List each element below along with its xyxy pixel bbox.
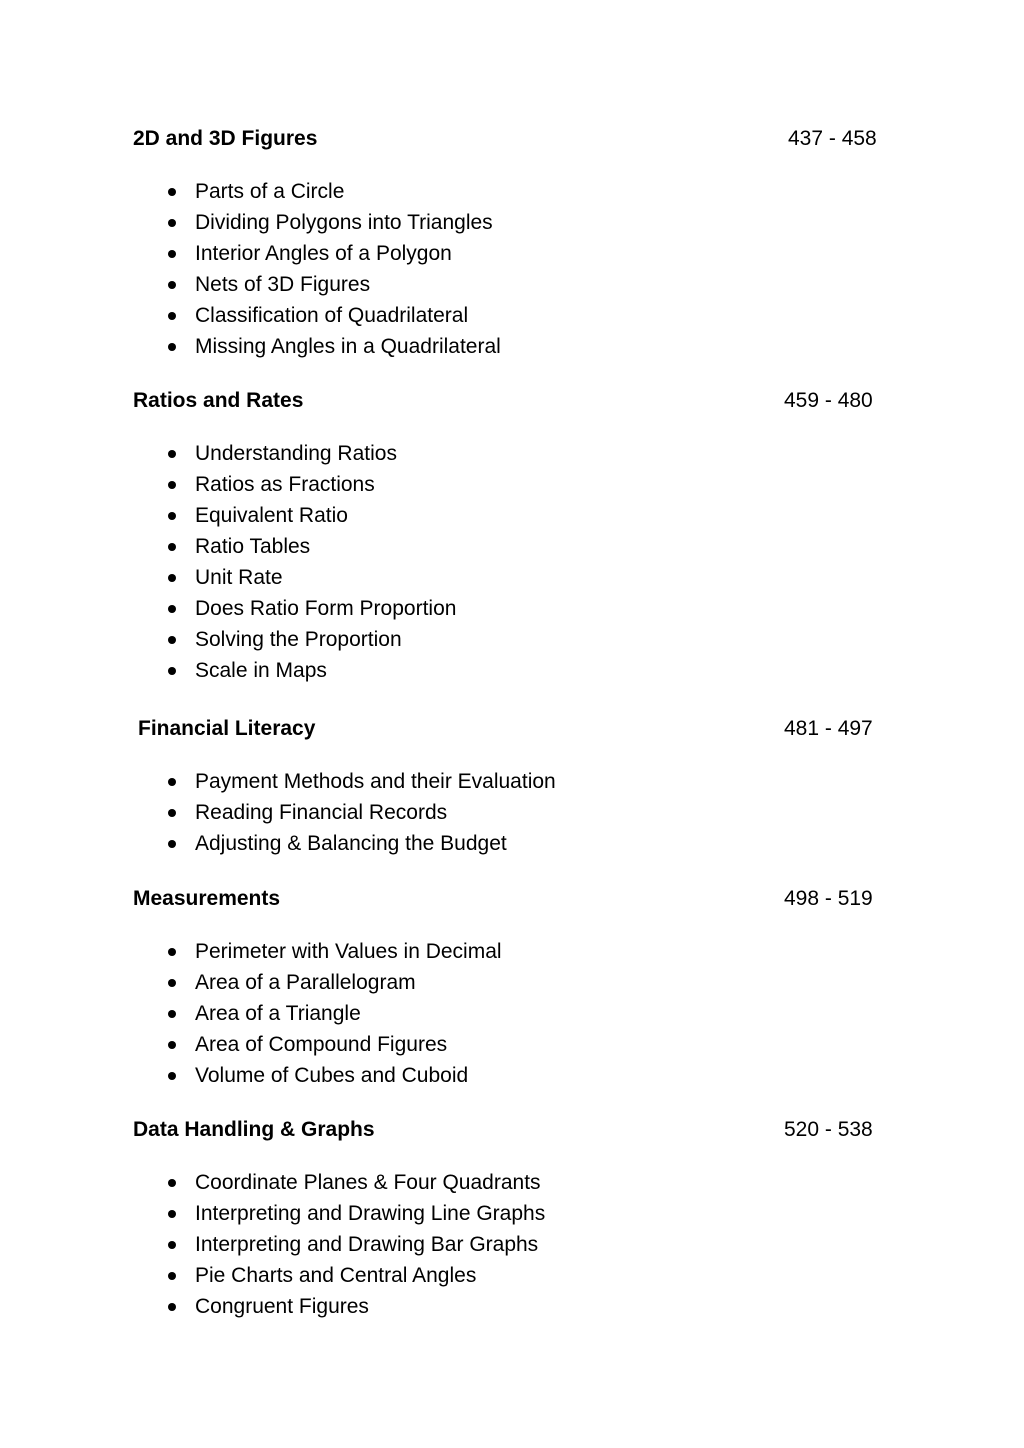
section-page-range: 437 - 458: [788, 127, 877, 150]
list-item: [133, 1229, 893, 1260]
bullet-icon: [168, 1072, 176, 1080]
list-item: [133, 469, 893, 500]
list-item: [133, 438, 893, 469]
topic-label: Area of a Triangle: [195, 1002, 361, 1025]
section-page-range: 481 - 497: [784, 717, 873, 740]
topic-label: Scale in Maps: [195, 659, 327, 682]
bullet-icon: [168, 948, 176, 956]
topic-label: Interpreting and Drawing Bar Graphs: [195, 1233, 539, 1256]
section-page-range: 520 - 538: [784, 1118, 873, 1141]
bullet-icon: [168, 512, 176, 520]
list-item: [133, 828, 893, 859]
list-item: [133, 331, 893, 362]
section-title: Measurements: [133, 887, 281, 910]
list-item: [133, 176, 893, 207]
topic-label: Ratios as Fractions: [195, 473, 375, 496]
topic-label: Reading Financial Records: [195, 801, 448, 824]
section-title: Ratios and Rates: [133, 389, 304, 412]
list-item: [133, 655, 893, 686]
list-item: [133, 967, 893, 998]
list-item: [133, 531, 893, 562]
topic-label: Unit Rate: [195, 566, 283, 589]
bullet-icon: [168, 1272, 176, 1280]
list-item: [133, 562, 893, 593]
toc-section: [133, 124, 893, 362]
section-title: 2D and 3D Figures: [133, 127, 318, 150]
bullet-icon: [168, 1241, 176, 1249]
topic-label: Payment Methods and their Evaluation: [195, 770, 556, 793]
list-item: [133, 269, 893, 300]
section-page-range: 459 - 480: [784, 389, 873, 412]
topic-label: Volume of Cubes and Cuboid: [195, 1064, 469, 1087]
bullet-icon: [168, 343, 176, 351]
bullet-icon: [168, 1303, 176, 1311]
toc-section: [133, 1115, 893, 1322]
toc-section: [133, 884, 893, 1091]
topic-label: Interior Angles of a Polygon: [195, 242, 452, 265]
topic-label: Ratio Tables: [195, 535, 311, 558]
list-item: [133, 1167, 893, 1198]
list-item: [133, 998, 893, 1029]
bullet-icon: [168, 281, 176, 289]
topic-label: Area of Compound Figures: [195, 1033, 448, 1056]
bullet-icon: [168, 543, 176, 551]
topic-list: [133, 438, 893, 686]
bullet-icon: [168, 840, 176, 848]
list-item: [133, 1060, 893, 1091]
topic-label: Coordinate Planes & Four Quadrants: [195, 1171, 541, 1194]
bullet-icon: [168, 1179, 176, 1187]
list-item: [133, 1260, 893, 1291]
section-header: [133, 714, 893, 744]
section-title: Financial Literacy: [138, 717, 316, 740]
topic-label: Pie Charts and Central Angles: [195, 1264, 477, 1287]
list-item: [133, 1198, 893, 1229]
bullet-icon: [168, 219, 176, 227]
section-header: [133, 124, 893, 154]
topic-label: Perimeter with Values in Decimal: [195, 940, 502, 963]
list-item: [133, 207, 893, 238]
bullet-icon: [168, 1010, 176, 1018]
list-item: [133, 936, 893, 967]
topic-label: Understanding Ratios: [195, 442, 397, 465]
topic-label: Nets of 3D Figures: [195, 273, 371, 296]
bullet-icon: [168, 809, 176, 817]
topic-label: Missing Angles in a Quadrilateral: [195, 335, 501, 358]
list-item: [133, 593, 893, 624]
section-header: [133, 1115, 893, 1145]
bullet-icon: [168, 574, 176, 582]
bullet-icon: [168, 636, 176, 644]
toc-section: [133, 386, 893, 686]
topic-label: Congruent Figures: [195, 1295, 369, 1318]
section-header: [133, 386, 893, 416]
bullet-icon: [168, 250, 176, 258]
topic-list: [133, 936, 893, 1091]
section-title: Data Handling & Graphs: [133, 1118, 375, 1141]
bullet-icon: [168, 450, 176, 458]
topic-label: Area of a Parallelogram: [195, 971, 416, 994]
topic-label: Parts of a Circle: [195, 180, 345, 203]
list-item: [133, 500, 893, 531]
topic-label: Does Ratio Form Proportion: [195, 597, 457, 620]
list-item: [133, 1029, 893, 1060]
bullet-icon: [168, 667, 176, 675]
bullet-icon: [168, 312, 176, 320]
bullet-icon: [168, 605, 176, 613]
section-page-range: 498 - 519: [784, 887, 873, 910]
topic-list: [133, 766, 893, 859]
list-item: [133, 797, 893, 828]
topic-label: Dividing Polygons into Triangles: [195, 211, 493, 234]
list-item: [133, 624, 893, 655]
bullet-icon: [168, 188, 176, 196]
bullet-icon: [168, 979, 176, 987]
topic-label: Solving the Proportion: [195, 628, 402, 651]
list-item: [133, 1291, 893, 1322]
topic-label: Interpreting and Drawing Line Graphs: [195, 1202, 546, 1225]
list-item: [133, 766, 893, 797]
list-item: [133, 300, 893, 331]
bullet-icon: [168, 481, 176, 489]
topic-label: Equivalent Ratio: [195, 504, 348, 527]
bullet-icon: [168, 1210, 176, 1218]
topic-label: Classification of Quadrilateral: [195, 304, 469, 327]
list-item: [133, 238, 893, 269]
bullet-icon: [168, 1041, 176, 1049]
topic-label: Adjusting & Balancing the Budget: [195, 832, 507, 855]
bullet-icon: [168, 778, 176, 786]
topic-list: [133, 176, 893, 362]
toc-section: [133, 714, 893, 859]
section-header: [133, 884, 893, 914]
topic-list: [133, 1167, 893, 1322]
